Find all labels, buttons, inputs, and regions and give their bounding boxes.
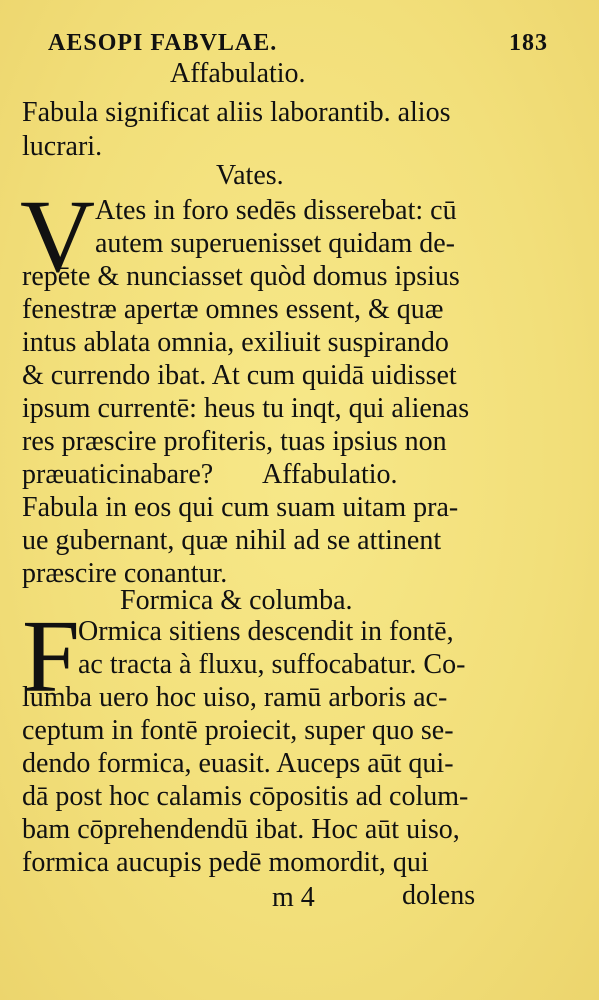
signature-mark: m 4 [272,882,315,913]
text-line: fenestræ apertæ omnes essent, & quæ [22,294,444,325]
fable-title-formica: Formica & columba. [120,585,353,616]
text-line: Ormica sitiens descendit in fontē, [78,616,454,647]
text-line: præuaticinabare? [22,459,214,490]
text-line: Fabula in eos qui cum suam uitam pra- [22,492,459,523]
fable-title-vates: Vates. [216,160,284,191]
text-line: lumba uero hoc uiso, ramū arboris ac- [22,682,448,713]
text-line: repēte & nunciasset quòd domus ipsius [22,261,460,292]
drop-cap-v: V [20,179,96,294]
affabulatio-heading: Affabulatio. [170,58,306,89]
text-line: Fabula significat aliis laborantib. alios [22,97,451,128]
text-line: ceptum in fontē proiecit, super quo se- [22,715,454,746]
drop-cap-f: F [22,599,80,714]
text-line: lucrari. [22,131,103,162]
text-line: intus ablata omnia, exiliuit suspirando [22,327,449,358]
page-number: 183 [509,30,548,56]
text-line: res præscire profiteris, tuas ipsius non [22,426,447,457]
text-line: ue gubernant, quæ nihil ad se attinent [22,525,442,556]
text-line: bam cōprehendendū ibat. Hoc aūt uiso, [22,814,460,845]
text-line: formica aucupis pedē momordit, qui [22,847,429,878]
text-line: Ates in foro sedēs disserebat: cū [95,195,457,226]
text-line: & currendo ibat. At cum quidā uidisset [22,360,457,391]
text-line: dā post hoc calamis cōpositis ad colum- [22,781,469,812]
text-line: dendo formica, euasit. Auceps aūt qui- [22,748,454,779]
text-line: ac tracta à fluxu, suffocabatur. Co- [78,649,466,680]
catchword: dolens [402,880,476,911]
affabulatio-heading: Affabulatio. [262,459,398,490]
text-line: ipsum currentē: heus tu inqt, qui alienas [22,393,470,424]
running-head-title: AESOPI FABVLAE. [48,30,278,56]
text-line: autem superuenisset quidam de- [95,228,456,259]
text-line: præscire conantur. [22,558,228,589]
